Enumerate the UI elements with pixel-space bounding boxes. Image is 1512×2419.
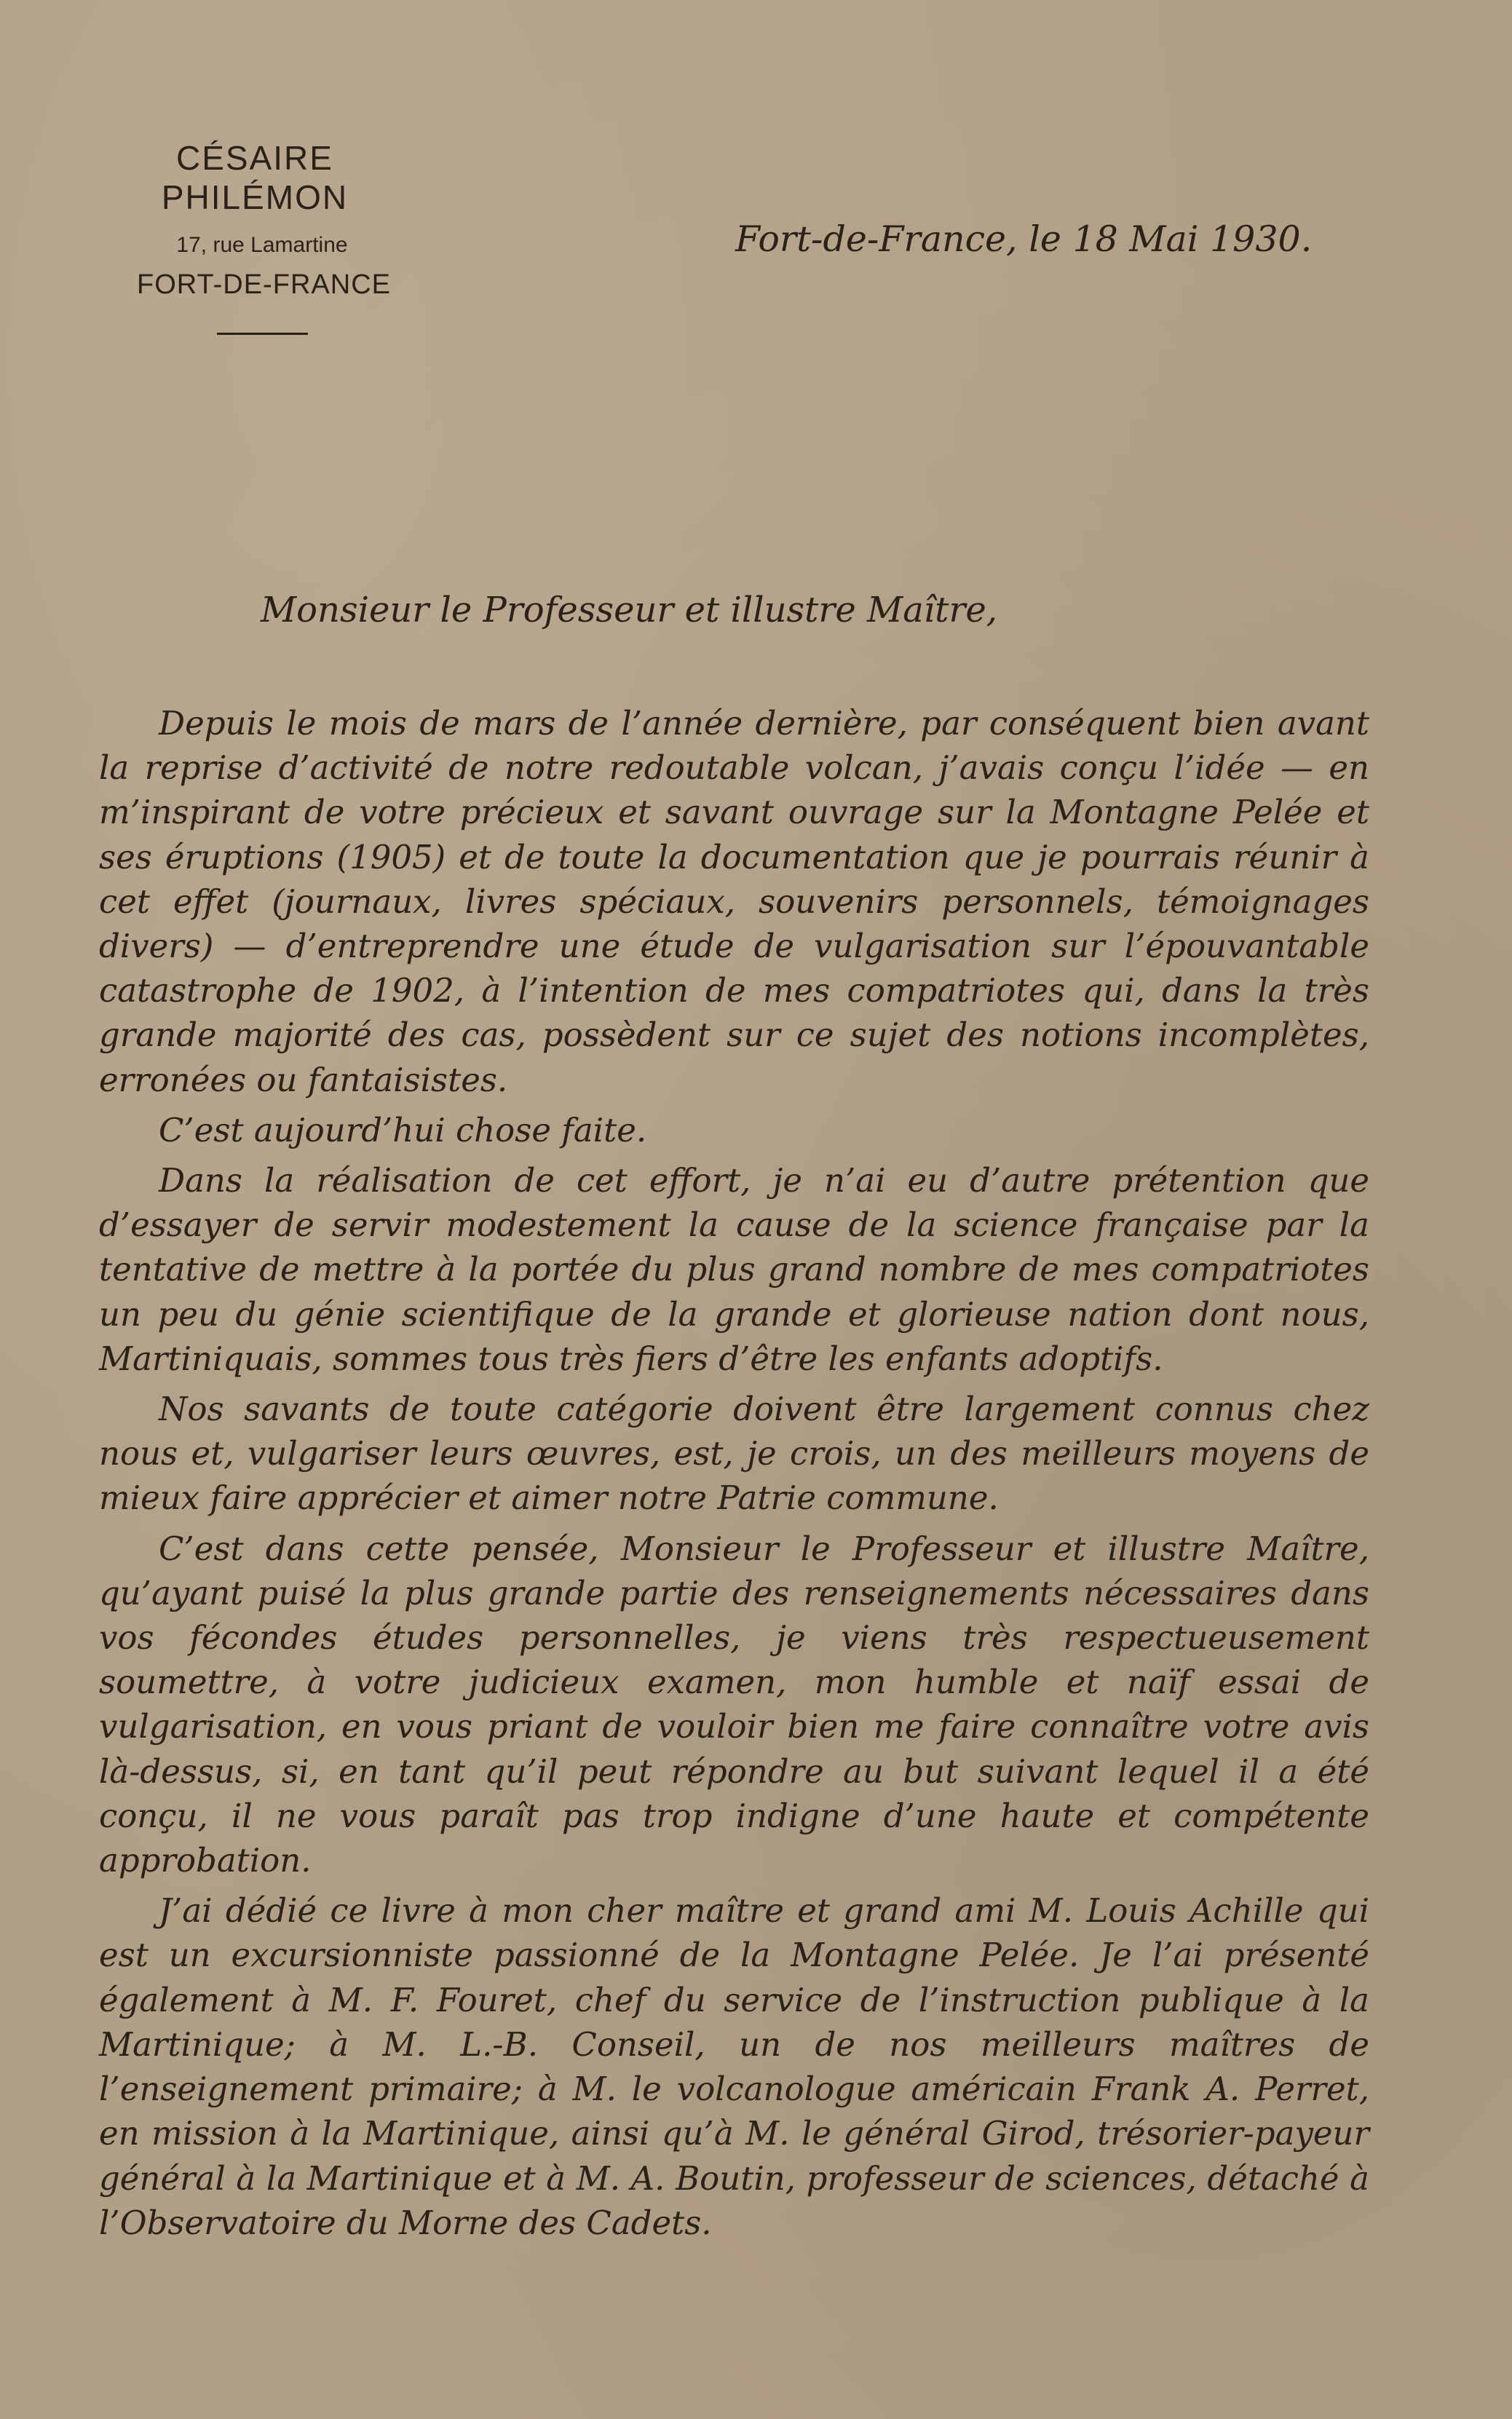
paragraph: Depuis le mois de mars de l’année dernière, par conséquent bien avant la reprise d’activité de notre redoutable volcan, j’avais conçu l’idée — en m’inspirant de votre précieux et savant ouvrage sur la Montagne Pelée et ses éruptions (1905) et de toute la documentation que je pourrais réunir à cet effet (journaux, livres spéciaux, souvenirs personnels, témoignages divers) — d’entreprendre une étude de vulgarisation sur l’épouvantable catastrophe de 1902, à l’intention de mes compatriotes qui, dans la très grande majorité des cas, possèdent sur ce sujet des notions incomplètes, erronées ou fantaisistes.: [99, 704, 1369, 1099]
salutation: Monsieur le Professeur et illustre Maître,: [261, 590, 998, 630]
sender-name: CÉSAIRE PHILÉMON: [161, 139, 349, 216]
paragraph: Nos savants de toute catégorie doivent être largement connus chez nous et, vulgariser leurs œuvres, est, je crois, un des meilleurs moyens de mieux faire apprécier et aimer notre Patrie commune.: [99, 1390, 1369, 1518]
letterhead-divider: [217, 333, 308, 335]
paragraph: C’est dans cette pensée, Monsieur le Professeur et illustre Maître, qu’ayant puisé la plus grande partie des renseignements nécessaires dans vos fécondes études personnelles, je viens très respectueusement soumettre, à votre judicieux examen, mon humble et naïf essai de vulgarisation, en vous priant de vouloir bien me faire connaître votre avis là-dessus, si, en tant qu’il peut répondre au but suivant lequel il a été conçu, il ne vous paraît pas trop indigne d’une haute et compétente approbation.: [99, 1529, 1369, 1880]
paragraph: Dans la réalisation de cet effort, je n’ai eu d’autre prétention que d’essayer de servir modestement la cause de la science française par la tentative de mettre à la portée du plus grand nombre de mes compatriotes un peu du génie scientifique de la grande et glorieuse nation dont nous, Martiniquais, sommes tous très fiers d’être les enfants adoptifs.: [99, 1161, 1369, 1378]
sender-city: FORT-DE-FRANCE: [137, 269, 391, 300]
paragraph: J’ai dédié ce livre à mon cher maître et grand ami M. Louis Achille qui est un excursionniste passionné de la Montagne Pelée. Je l’ai présenté également à M. F. Fouret, chef du service de l’instruction publique à la Martinique; à M. L.-B. Conseil, un de nos meilleurs maîtres de l’enseignement primaire; à M. le volcanologue américain Frank A. Perret, en mission à la Martinique, ainsi qu’à M. le général Girod, trésorier-payeur général à la Martinique et à M. A. Boutin, professeur de sciences, détaché à l’Observatoire du Morne des Cadets.: [99, 1891, 1369, 2242]
paragraph: C’est aujourd’hui chose faite.: [159, 1110, 647, 1149]
sender-letterhead: [102, 138, 393, 335]
sender-street: 17, rue Lamartine: [176, 233, 348, 257]
date-line: Fort-de-France, le 18 Mai 1930.: [735, 218, 1313, 260]
letter-body: [99, 701, 1369, 2251]
